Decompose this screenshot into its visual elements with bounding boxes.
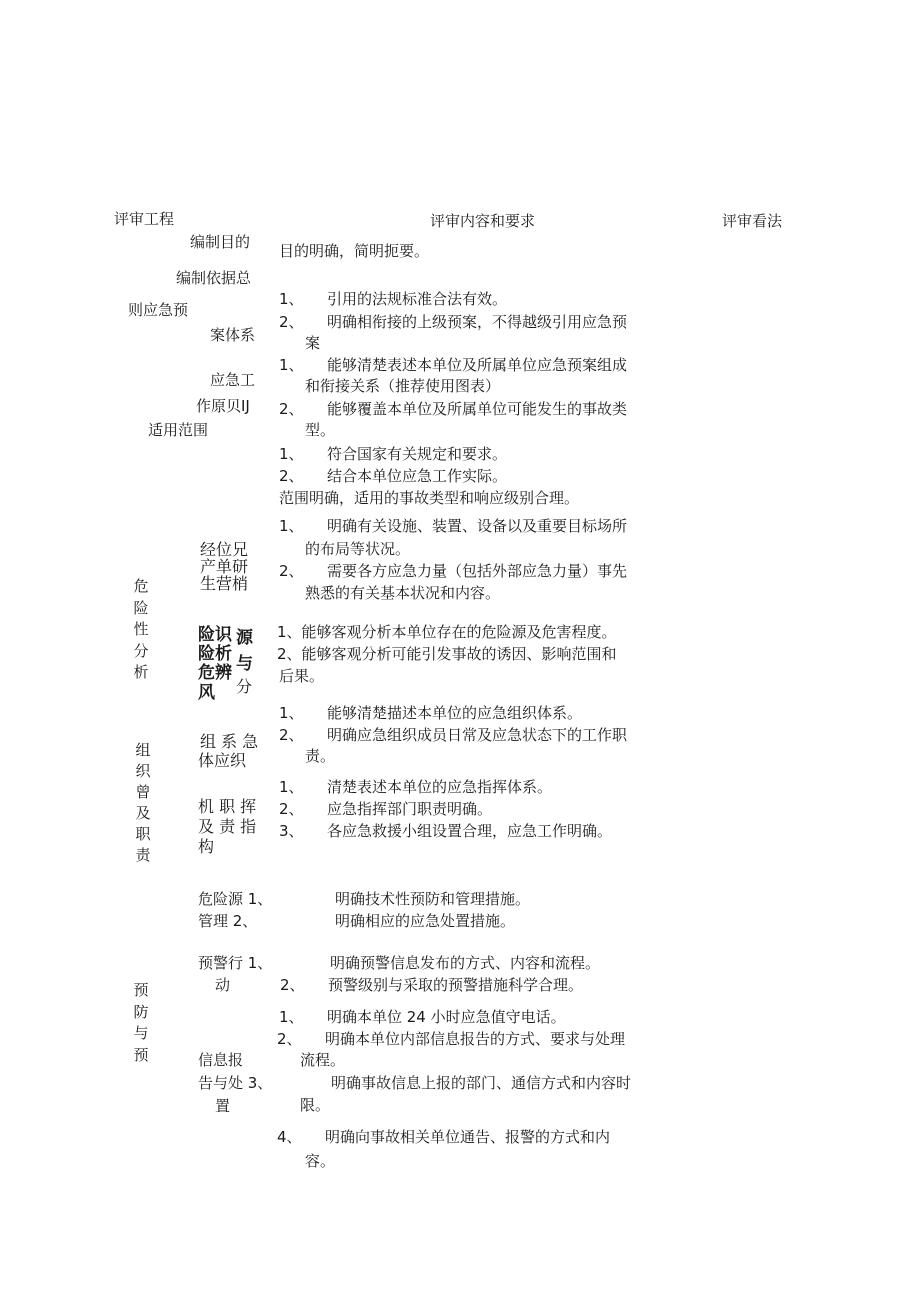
line-d4-cont: 后果。 — [279, 667, 325, 685]
label-risk-d: 风 — [198, 683, 215, 703]
line-text: 明确本单位内部信息报告的方式、要求与处理 — [325, 1030, 626, 1048]
line-text: 各应急救援小组设置合理，应急工作明确。 — [327, 822, 613, 840]
label-org-system-a: 组 系 急 — [200, 732, 259, 751]
line-text: 明确有关设施、装置、设备以及重要目标场所 — [327, 517, 628, 535]
line-d2-cont: 熟悉的有关基本状况和内容。 — [305, 584, 501, 602]
line-f4 — [280, 974, 583, 996]
label-risk-c: 危辨 — [198, 663, 232, 683]
label-org-command-a: 机 职 挥 — [198, 797, 257, 816]
line-text: 能够清楚描述本单位的应急组织体系。 — [327, 704, 583, 722]
line-f1: 明确技术性预防和管理措施。 — [335, 890, 531, 908]
line-number: 2、 — [279, 467, 304, 485]
label-org-system-b: 体应织 — [198, 751, 247, 770]
label-risk-b2: 与 — [236, 654, 253, 674]
line-text: 需要各方应急力量（包括外部应急力量）事先 — [327, 562, 628, 580]
line-text: 应急指挥部门职责明确。 — [327, 800, 493, 818]
line-d4: 2、能够客观分析可能引发事故的诱因、影响范围和 — [277, 645, 617, 663]
line-c7 — [279, 465, 507, 487]
header-content: 评审内容和要求 — [430, 212, 536, 230]
line-d1-cont: 的布局等状况。 — [305, 540, 411, 558]
category-danger: 危险性分析 — [133, 577, 149, 682]
label-site-c: 生营梢 — [200, 574, 249, 593]
label-info-b: 告与处 3、 — [198, 1074, 273, 1092]
line-e2 — [279, 724, 627, 746]
label-site-b: 产单研 — [200, 557, 249, 576]
line-f6-cont: 流程。 — [300, 1051, 346, 1069]
label-info-c: 置 — [215, 1097, 231, 1115]
line-f3: 明确预警信息发布的方式、内容和流程。 — [330, 954, 601, 972]
line-text: 引用的法规标准合法有效。 — [327, 290, 508, 308]
line-e1 — [279, 702, 582, 724]
line-number: 3、 — [279, 822, 304, 840]
label-purpose: 编制目的 — [190, 233, 251, 251]
line-f2: 明确相应的应急处置措施。 — [335, 912, 516, 930]
line-c8: 范围明确，适用的事故类型和响应级别合理。 — [279, 489, 580, 507]
label-org-command-c: 构 — [198, 837, 215, 856]
line-number: 2、 — [279, 400, 304, 418]
line-number: 1、 — [279, 1008, 304, 1026]
label-risk-a: 险识 — [198, 625, 232, 645]
line-f8 — [277, 1126, 610, 1148]
label-hazard-mgmt-a: 危险源 1、 — [198, 890, 273, 908]
line-number: 1、 — [279, 704, 304, 722]
line-d1 — [279, 515, 627, 537]
line-c4 — [279, 354, 627, 376]
line-number: 2、 — [279, 562, 304, 580]
label-site-a: 经位兄 — [200, 540, 249, 559]
line-c4-cont: 和衔接关系（推荐使用图表） — [305, 377, 501, 395]
line-number: 2、 — [279, 726, 304, 744]
line-f5 — [279, 1006, 566, 1028]
line-text: 明确相衔接的上级预案，不得越级引用应急预 — [327, 313, 628, 331]
line-e5 — [279, 820, 612, 842]
header-opinion: 评审看法 — [722, 212, 783, 230]
category-org: 组织曾及职责 — [135, 741, 151, 864]
line-text: 能够覆盖本单位及所属单位可能发生的事故类 — [327, 400, 628, 418]
line-f7: 明确事故信息上报的部门、通信方式和内容时 — [331, 1074, 632, 1092]
line-c5-cont: 型。 — [305, 421, 336, 439]
line-text: 预警级别与采取的预警措施科学合理。 — [328, 976, 584, 994]
line-c6 — [279, 443, 507, 465]
label-risk-b: 险析 — [198, 644, 232, 664]
line-f7-cont: 限。 — [300, 1096, 331, 1114]
header-item: 评审工程 — [114, 210, 175, 228]
label-scope: 适用范围 — [148, 421, 209, 439]
label-plan-system-a: 则应急预 — [128, 301, 189, 319]
label-warning-a: 预警行 1、 — [198, 954, 273, 972]
line-number: 2、 — [280, 976, 305, 994]
line-number: 1、 — [279, 356, 304, 374]
line-number: 4、 — [277, 1128, 302, 1146]
line-number: 1、 — [279, 517, 304, 535]
line-c5 — [279, 398, 627, 420]
label-info-a: 信息报 — [198, 1051, 244, 1069]
line-c3 — [279, 311, 627, 333]
label-risk-c2: 分 — [236, 677, 253, 696]
line-e2-cont: 责。 — [305, 747, 336, 765]
line-text: 明确本单位 24 小时应急值守电话。 — [327, 1008, 566, 1026]
line-text: 符合国家有关规定和要求。 — [327, 445, 508, 463]
category-prevent: 预防与预 — [133, 981, 149, 1064]
line-e3 — [279, 776, 552, 798]
line-f8-cont: 容。 — [305, 1152, 336, 1170]
line-number: 1、 — [279, 445, 304, 463]
line-e4 — [279, 798, 492, 820]
label-principle-b: 作原贝IJ — [196, 397, 250, 415]
line-text: 能够清楚表述本单位及所属单位应急预案组成 — [327, 356, 628, 374]
line-d2 — [279, 560, 627, 582]
line-c1: 目的明确，简明扼要。 — [279, 242, 430, 260]
label-hazard-mgmt-b: 管理 2、 — [198, 912, 258, 930]
label-plan-system-b: 案体系 — [210, 326, 256, 344]
label-org-command-b: 及 责 指 — [198, 817, 257, 836]
line-number: 2、 — [279, 800, 304, 818]
line-number: 2、 — [277, 1030, 302, 1048]
line-f6 — [277, 1028, 625, 1050]
line-number: 1、 — [279, 778, 304, 796]
line-text: 明确应急组织成员日常及应急状态下的工作职 — [327, 726, 628, 744]
label-principle-a: 应急工 — [210, 371, 256, 389]
line-c3-cont: 案 — [305, 334, 321, 352]
line-number: 2、 — [279, 313, 304, 331]
line-d3: 1、能够客观分析本单位存在的危险源及危害程度。 — [277, 623, 617, 641]
line-c2 — [279, 288, 507, 310]
label-basis: 编制依据总 — [176, 269, 252, 287]
label-warning-b: 动 — [215, 976, 231, 994]
line-text: 清楚表述本单位的应急指挥体系。 — [327, 778, 553, 796]
line-text: 明确向事故相关单位通告、报警的方式和内 — [325, 1128, 611, 1146]
label-risk-a2: 源 — [236, 628, 253, 648]
line-number: 1、 — [279, 290, 304, 308]
line-text: 结合本单位应急工作实际。 — [327, 467, 508, 485]
